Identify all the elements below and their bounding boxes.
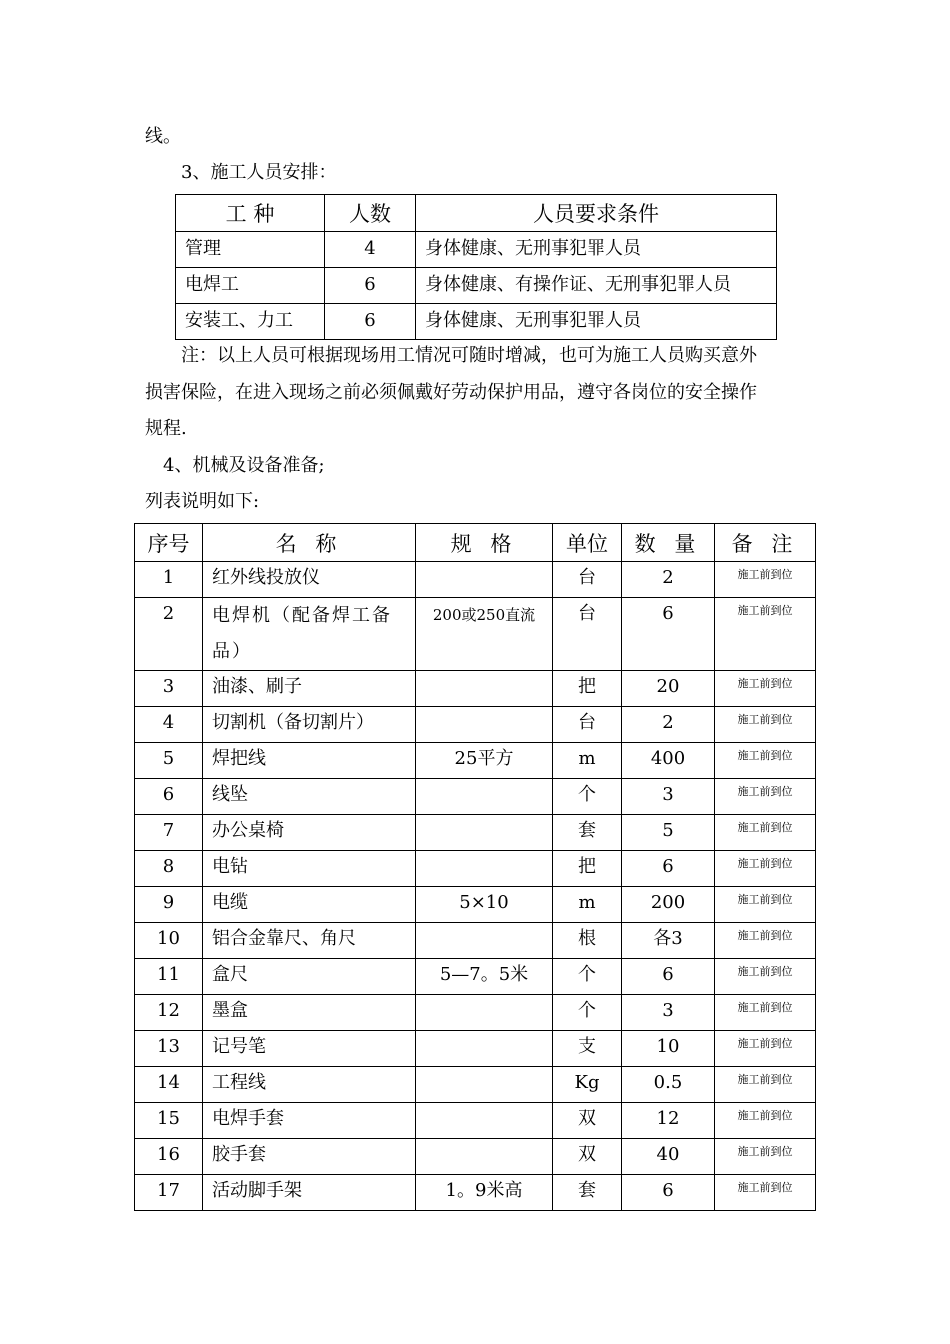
spec-cell <box>416 1103 553 1139</box>
remark-cell: 施工前到位 <box>715 1031 816 1067</box>
name-cell: 活动脚手架 <box>203 1175 416 1211</box>
remark-cell: 施工前到位 <box>715 851 816 887</box>
table-row <box>135 562 816 598</box>
table-row <box>176 268 777 304</box>
quantity-cell: 10 <box>622 1031 715 1067</box>
remark-cell: 施工前到位 <box>715 1103 816 1139</box>
unit-cell: 台 <box>553 562 622 598</box>
index-cell: 14 <box>135 1067 203 1103</box>
remark-cell: 施工前到位 <box>715 598 816 671</box>
name-cell: 红外线投放仪 <box>203 562 416 598</box>
staff-table <box>175 194 777 340</box>
job-type-cell: 安装工、力工 <box>176 304 325 340</box>
note-line-2: 损害保险，在进入现场之前必须佩戴好劳动保护用品，遵守各岗位的安全操作 <box>145 382 757 403</box>
quantity-cell: 5 <box>622 815 715 851</box>
unit-cell: 台 <box>553 707 622 743</box>
name-cell: 电缆 <box>203 887 416 923</box>
unit-cell: m <box>553 743 622 779</box>
header-quantity: 数 量 <box>622 524 715 562</box>
count-cell: 6 <box>325 268 416 304</box>
spec-cell <box>416 1139 553 1175</box>
quantity-cell: 400 <box>622 743 715 779</box>
note-line-1: 注：以上人员可根据现场用工情况可随时增减，也可为施工人员购买意外 <box>181 345 757 366</box>
section-heading-equipment: 4、机械及设备准备; <box>163 455 325 476</box>
unit-cell: 套 <box>553 815 622 851</box>
name-cell: 电焊手套 <box>203 1103 416 1139</box>
index-cell: 12 <box>135 995 203 1031</box>
quantity-cell: 12 <box>622 1103 715 1139</box>
spec-cell <box>416 815 553 851</box>
name-cell: 记号笔 <box>203 1031 416 1067</box>
table-header-row <box>135 524 816 562</box>
spec-cell: 1。9米高 <box>416 1175 553 1211</box>
remark-cell: 施工前到位 <box>715 815 816 851</box>
quantity-cell: 20 <box>622 671 715 707</box>
quantity-cell: 2 <box>622 562 715 598</box>
index-cell: 6 <box>135 779 203 815</box>
table-row <box>135 1031 816 1067</box>
table-row <box>135 598 816 671</box>
equipment-table <box>134 523 816 1211</box>
spec-cell <box>416 995 553 1031</box>
unit-cell: 个 <box>553 779 622 815</box>
unit-cell: 把 <box>553 851 622 887</box>
quantity-cell: 6 <box>622 959 715 995</box>
table-row <box>135 959 816 995</box>
remark-cell: 施工前到位 <box>715 923 816 959</box>
unit-cell: 根 <box>553 923 622 959</box>
name-cell: 焊把线 <box>203 743 416 779</box>
paragraph-continuation: 线。 <box>145 126 181 147</box>
quantity-cell: 6 <box>622 1175 715 1211</box>
index-cell: 13 <box>135 1031 203 1067</box>
quantity-cell: 200 <box>622 887 715 923</box>
remark-cell: 施工前到位 <box>715 887 816 923</box>
unit-cell: 台 <box>553 598 622 671</box>
remark-cell: 施工前到位 <box>715 1139 816 1175</box>
table-row <box>135 1067 816 1103</box>
name-cell: 电焊机（配备焊工备品） <box>203 598 416 671</box>
remark-cell: 施工前到位 <box>715 779 816 815</box>
unit-cell: 把 <box>553 671 622 707</box>
unit-cell: 套 <box>553 1175 622 1211</box>
table-row <box>135 815 816 851</box>
spec-cell <box>416 779 553 815</box>
table-row <box>135 995 816 1031</box>
table-row <box>135 923 816 959</box>
table-row <box>135 1139 816 1175</box>
spec-cell <box>416 851 553 887</box>
unit-cell: Kg <box>553 1067 622 1103</box>
name-cell: 胶手套 <box>203 1139 416 1175</box>
table-row <box>135 671 816 707</box>
note-line-3: 规程. <box>145 418 187 439</box>
quantity-cell: 0.5 <box>622 1067 715 1103</box>
list-intro: 列表说明如下: <box>145 491 260 512</box>
unit-cell: 个 <box>553 995 622 1031</box>
index-cell: 9 <box>135 887 203 923</box>
table-row <box>135 743 816 779</box>
index-cell: 5 <box>135 743 203 779</box>
index-cell: 8 <box>135 851 203 887</box>
spec-cell <box>416 707 553 743</box>
index-cell: 7 <box>135 815 203 851</box>
header-remark: 备 注 <box>715 524 816 562</box>
index-cell: 10 <box>135 923 203 959</box>
table-header-row <box>176 195 777 232</box>
spec-cell <box>416 562 553 598</box>
quantity-cell: 40 <box>622 1139 715 1175</box>
table-row <box>176 232 777 268</box>
remark-cell: 施工前到位 <box>715 1175 816 1211</box>
header-spec: 规 格 <box>416 524 553 562</box>
table-row <box>135 851 816 887</box>
quantity-cell: 2 <box>622 707 715 743</box>
name-cell: 铝合金靠尺、角尺 <box>203 923 416 959</box>
index-cell: 11 <box>135 959 203 995</box>
remark-cell: 施工前到位 <box>715 959 816 995</box>
table-row <box>135 1103 816 1139</box>
spec-cell: 5—7。5米 <box>416 959 553 995</box>
spec-cell <box>416 1067 553 1103</box>
quantity-cell: 各3 <box>622 923 715 959</box>
remark-cell: 施工前到位 <box>715 1067 816 1103</box>
index-cell: 2 <box>135 598 203 671</box>
header-unit: 单位 <box>553 524 622 562</box>
remark-cell: 施工前到位 <box>715 995 816 1031</box>
table-row <box>135 1175 816 1211</box>
index-cell: 1 <box>135 562 203 598</box>
index-cell: 3 <box>135 671 203 707</box>
header-job-type: 工 种 <box>176 195 325 232</box>
table-row <box>135 887 816 923</box>
count-cell: 4 <box>325 232 416 268</box>
unit-cell: 双 <box>553 1103 622 1139</box>
name-cell: 线坠 <box>203 779 416 815</box>
header-requirements: 人员要求条件 <box>416 195 777 232</box>
unit-cell: 个 <box>553 959 622 995</box>
requirements-cell: 身体健康、无刑事犯罪人员 <box>416 232 777 268</box>
spec-cell: 5×10 <box>416 887 553 923</box>
unit-cell: 支 <box>553 1031 622 1067</box>
index-cell: 17 <box>135 1175 203 1211</box>
quantity-cell: 3 <box>622 779 715 815</box>
unit-cell: 双 <box>553 1139 622 1175</box>
index-cell: 15 <box>135 1103 203 1139</box>
table-row <box>135 707 816 743</box>
requirements-cell: 身体健康、有操作证、无刑事犯罪人员 <box>416 268 777 304</box>
quantity-cell: 3 <box>622 995 715 1031</box>
spec-cell: 25平方 <box>416 743 553 779</box>
remark-cell: 施工前到位 <box>715 671 816 707</box>
name-cell: 切割机（备切割片） <box>203 707 416 743</box>
name-cell: 电钻 <box>203 851 416 887</box>
header-name: 名 称 <box>203 524 416 562</box>
spec-cell <box>416 671 553 707</box>
index-cell: 16 <box>135 1139 203 1175</box>
spec-cell <box>416 923 553 959</box>
index-cell: 4 <box>135 707 203 743</box>
spec-cell: 200或250直流 <box>416 598 553 671</box>
header-index: 序号 <box>135 524 203 562</box>
unit-cell: m <box>553 887 622 923</box>
quantity-cell: 6 <box>622 851 715 887</box>
table-row <box>135 779 816 815</box>
remark-cell: 施工前到位 <box>715 562 816 598</box>
count-cell: 6 <box>325 304 416 340</box>
name-cell: 油漆、刷子 <box>203 671 416 707</box>
remark-cell: 施工前到位 <box>715 707 816 743</box>
name-cell: 工程线 <box>203 1067 416 1103</box>
name-cell: 办公桌椅 <box>203 815 416 851</box>
remark-cell: 施工前到位 <box>715 743 816 779</box>
quantity-cell: 6 <box>622 598 715 671</box>
job-type-cell: 管理 <box>176 232 325 268</box>
job-type-cell: 电焊工 <box>176 268 325 304</box>
section-heading-staff: 3、施工人员安排： <box>181 162 337 183</box>
header-count: 人数 <box>325 195 416 232</box>
table-row <box>176 304 777 340</box>
requirements-cell: 身体健康、无刑事犯罪人员 <box>416 304 777 340</box>
name-cell: 墨盒 <box>203 995 416 1031</box>
name-cell: 盒尺 <box>203 959 416 995</box>
spec-cell <box>416 1031 553 1067</box>
